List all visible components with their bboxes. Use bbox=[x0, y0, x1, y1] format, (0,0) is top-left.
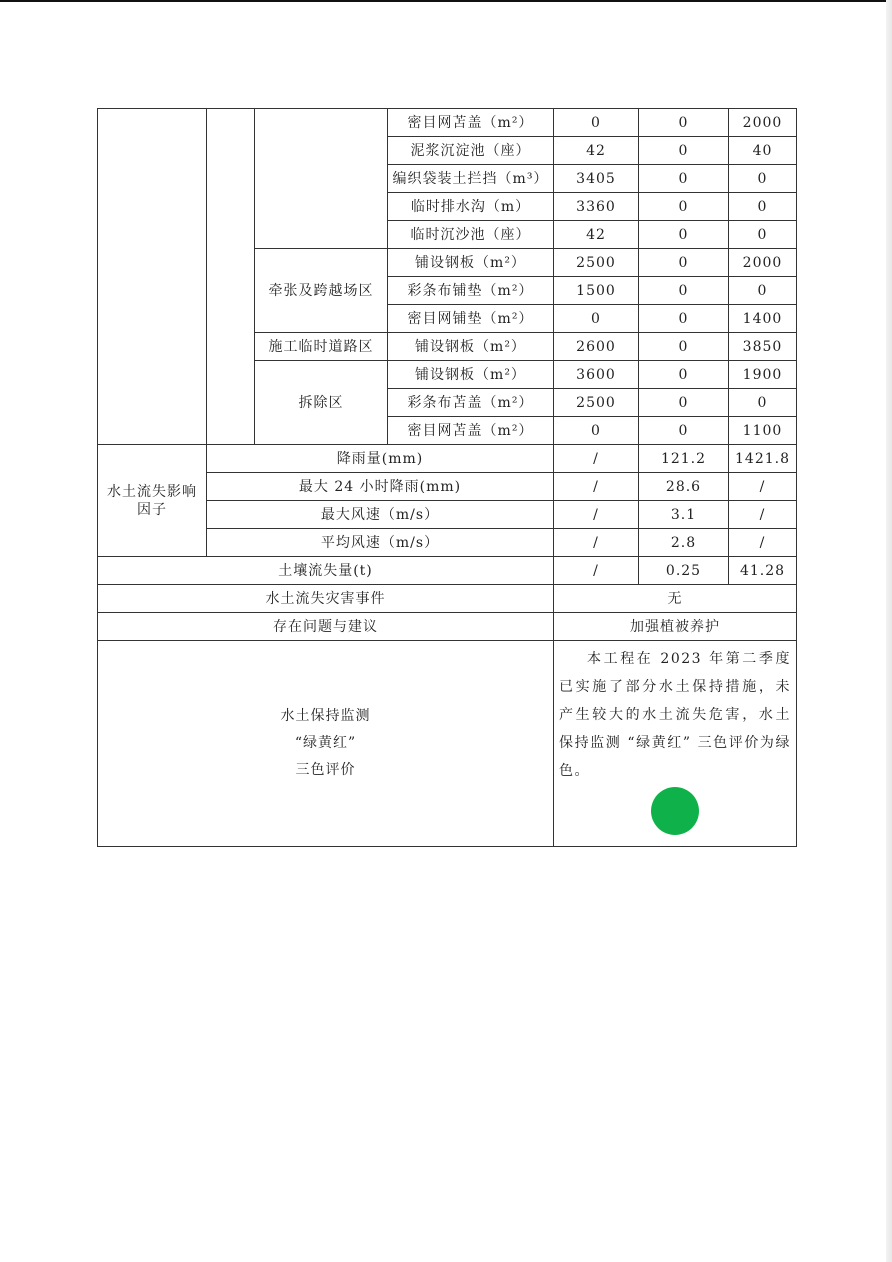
table-row bbox=[98, 109, 797, 137]
cumulative-value: 1100 bbox=[729, 417, 797, 445]
planned-value: 3360 bbox=[554, 193, 639, 221]
evaluation-conclusion-cell bbox=[554, 641, 797, 847]
quarter-value: 28.6 bbox=[639, 473, 729, 501]
planned-value: 42 bbox=[554, 137, 639, 165]
quarter-value: 0 bbox=[639, 361, 729, 389]
disaster-label: 水土流失灾害事件 bbox=[98, 585, 554, 613]
cumulative-value: 0 bbox=[729, 277, 797, 305]
measure-item: 密目网苫盖（m²） bbox=[388, 109, 554, 137]
planned-value: 0 bbox=[554, 305, 639, 333]
cumulative-value: 2000 bbox=[729, 249, 797, 277]
cumulative-value: 0 bbox=[729, 221, 797, 249]
evaluation-label-line2: “绿黄红” bbox=[294, 735, 357, 751]
measure-item: 临时排水沟（m） bbox=[388, 193, 554, 221]
planned-value: / bbox=[554, 501, 639, 529]
evaluation-indicator-wrap bbox=[559, 785, 791, 840]
cumulative-value: 40 bbox=[729, 137, 797, 165]
area-cell: 拆除区 bbox=[255, 361, 388, 445]
evaluation-label-line3: 三色评价 bbox=[295, 762, 356, 778]
quarter-value: 0 bbox=[639, 165, 729, 193]
measure-item: 泥浆沉淀池（座） bbox=[388, 137, 554, 165]
planned-value: 3405 bbox=[554, 165, 639, 193]
soil-loss-label: 土壤流失量(t) bbox=[98, 557, 554, 585]
planned-value: 2500 bbox=[554, 389, 639, 417]
quarter-value: 3.1 bbox=[639, 501, 729, 529]
quarter-value: 2.8 bbox=[639, 529, 729, 557]
table-row bbox=[98, 641, 797, 847]
quarter-value: 0 bbox=[639, 109, 729, 137]
quarter-value: 0 bbox=[639, 249, 729, 277]
planned-value: / bbox=[554, 557, 639, 585]
planned-value: 0 bbox=[554, 109, 639, 137]
cumulative-value: / bbox=[729, 473, 797, 501]
area-cell-continued bbox=[255, 109, 388, 249]
measure-item: 铺设钢板（m²） bbox=[388, 361, 554, 389]
planned-value: 3600 bbox=[554, 361, 639, 389]
quarter-value: 0 bbox=[639, 193, 729, 221]
measure-item: 密目网铺垫（m²） bbox=[388, 305, 554, 333]
quarter-value: 0 bbox=[639, 417, 729, 445]
planned-value: 42 bbox=[554, 221, 639, 249]
planned-value: 0 bbox=[554, 417, 639, 445]
planned-value: / bbox=[554, 445, 639, 473]
cumulative-value: 3850 bbox=[729, 333, 797, 361]
cumulative-value: / bbox=[729, 501, 797, 529]
quarter-value: 0 bbox=[639, 277, 729, 305]
measure-item: 编织袋装土拦挡（m³） bbox=[388, 165, 554, 193]
cumulative-value: 2000 bbox=[729, 109, 797, 137]
measure-item: 彩条布苫盖（m²） bbox=[388, 389, 554, 417]
page-top-border bbox=[0, 0, 892, 2]
green-circle-indicator-icon bbox=[651, 787, 699, 835]
measure-item: 彩条布铺垫（m²） bbox=[388, 277, 554, 305]
measure-item: 临时沉沙池（座） bbox=[388, 221, 554, 249]
factor-name: 平均风速（m/s） bbox=[207, 529, 554, 557]
cumulative-value: 0 bbox=[729, 389, 797, 417]
monitoring-report-table bbox=[97, 108, 797, 847]
measure-item: 铺设钢板（m²） bbox=[388, 249, 554, 277]
planned-value: 2500 bbox=[554, 249, 639, 277]
issues-label: 存在问题与建议 bbox=[98, 613, 554, 641]
table-row bbox=[98, 557, 797, 585]
quarter-value: 0 bbox=[639, 333, 729, 361]
factor-name: 最大风速（m/s） bbox=[207, 501, 554, 529]
measure-item: 铺设钢板（m²） bbox=[388, 333, 554, 361]
cumulative-value: 1421.8 bbox=[729, 445, 797, 473]
quarter-value: 0 bbox=[639, 305, 729, 333]
quarter-value: 0 bbox=[639, 389, 729, 417]
factor-name: 降雨量(mm) bbox=[207, 445, 554, 473]
planned-value: 2600 bbox=[554, 333, 639, 361]
cumulative-value: 0 bbox=[729, 165, 797, 193]
table-row bbox=[98, 585, 797, 613]
table-row bbox=[98, 613, 797, 641]
planned-value: 1500 bbox=[554, 277, 639, 305]
planned-value: / bbox=[554, 473, 639, 501]
cumulative-value: / bbox=[729, 529, 797, 557]
area-cell: 施工临时道路区 bbox=[255, 333, 388, 361]
cumulative-value: 41.28 bbox=[729, 557, 797, 585]
subcategory-cell-continued bbox=[207, 109, 255, 445]
quarter-value: 0.25 bbox=[639, 557, 729, 585]
cumulative-value: 1400 bbox=[729, 305, 797, 333]
issues-value: 加强植被养护 bbox=[554, 613, 797, 641]
measure-item: 密目网苫盖（m²） bbox=[388, 417, 554, 445]
factor-name: 最大 24 小时降雨(mm) bbox=[207, 473, 554, 501]
table-row bbox=[98, 445, 797, 473]
quarter-value: 121.2 bbox=[639, 445, 729, 473]
category-cell-continued bbox=[98, 109, 207, 445]
page-right-edge bbox=[886, 0, 892, 1262]
evaluation-label-line1: 水土保持监测 bbox=[280, 708, 371, 724]
cumulative-value: 0 bbox=[729, 193, 797, 221]
quarter-value: 0 bbox=[639, 137, 729, 165]
quarter-value: 0 bbox=[639, 221, 729, 249]
cumulative-value: 1900 bbox=[729, 361, 797, 389]
evaluation-label-cell bbox=[98, 641, 554, 847]
planned-value: / bbox=[554, 529, 639, 557]
evaluation-conclusion-text: 本工程在 2023 年第二季度已实施了部分水土保持措施，未产生较大的水土流失危害，水土保持监测 “绿黄红” 三色评价为绿色。 bbox=[559, 651, 791, 779]
disaster-value: 无 bbox=[554, 585, 797, 613]
factor-group-label: 水土流失影响因子 bbox=[98, 445, 207, 557]
area-cell: 牵张及跨越场区 bbox=[255, 249, 388, 333]
